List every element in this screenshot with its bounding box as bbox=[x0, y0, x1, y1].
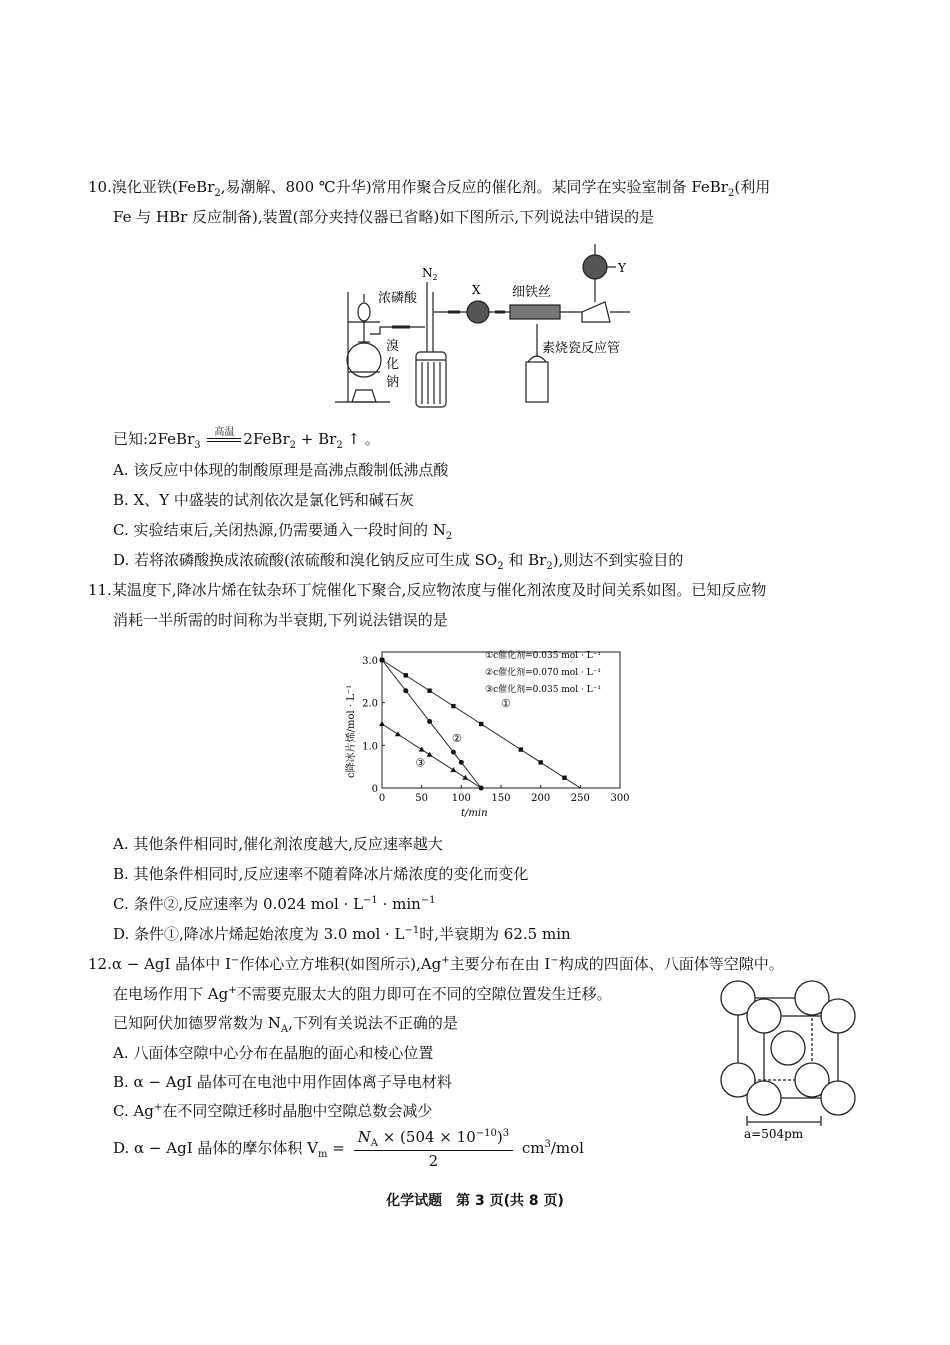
y-axis-label: c降冰片烯/mol · L⁻¹ bbox=[346, 684, 357, 778]
data-point-circle bbox=[459, 760, 464, 765]
q10-known: 已知:2FeBr$_3$ 高温 2FeBr$_2$ + $Br_2$ ↑ 。 bbox=[113, 426, 380, 451]
data-point-square bbox=[451, 704, 455, 708]
x-tick-label: 300 bbox=[610, 793, 630, 804]
x-tick-label: 50 bbox=[415, 793, 429, 804]
q12-line2: 在电场作用下 Ag+不需要克服太大的阻力即可在不同的空隙位置发生迁移。 bbox=[113, 985, 612, 1003]
legend-entry: ②c催化剂=0.070 mol · L⁻¹ bbox=[485, 668, 602, 678]
q10-label-nabr-1: 溴 bbox=[386, 339, 400, 354]
q12-number: 12. bbox=[88, 955, 112, 973]
x-tick-label: 100 bbox=[451, 793, 471, 804]
data-point-triangle bbox=[419, 747, 425, 752]
q10-option-d: D. 若将浓磷酸换成浓硫酸(浓硫酸和溴化钠反应可生成 $SO_2$ 和 $Br_2$),则达不到实验目的 bbox=[113, 551, 684, 572]
data-point-circle bbox=[403, 688, 408, 693]
q10-option-a: A. 该反应中体现的制酸原理是高沸点酸制低沸点酸 bbox=[113, 461, 449, 479]
data-point-square bbox=[538, 760, 542, 764]
q11-option-c: C. 条件②,反应速率为 0.024 mol · $L^{-1} \cdot \min^{-1}$ bbox=[113, 895, 436, 913]
q10-option-b: B. X、Y 中盛装的试剂依次是氯化钙和碱石灰 bbox=[113, 491, 414, 509]
q10-label-phosphoric: 浓磷酸 bbox=[378, 291, 418, 306]
data-point-triangle bbox=[462, 775, 468, 780]
x-tick-label: 250 bbox=[570, 793, 590, 804]
q12-option-b: B. α − AgI 晶体可在电池中用作固体离子导电材料 bbox=[113, 1073, 452, 1091]
q11-line2: 消耗一半所需的时间称为半衰期,下列说法错误的是 bbox=[113, 611, 448, 629]
q11-option-a: A. 其他条件相同时,催化剂浓度越大,反应速率越大 bbox=[113, 835, 443, 853]
q10-condition-arrow: 高温 bbox=[207, 427, 241, 442]
q12-crystal-cell-figure bbox=[712, 976, 872, 1146]
data-point-triangle bbox=[379, 721, 385, 726]
q10-label-nabr-3: 钠 bbox=[386, 375, 400, 390]
data-point-square bbox=[562, 776, 566, 780]
q11-option-d: D. 条件①,降冰片烯起始浓度为 3.0 mol · $L^{-1}$时,半衰期为 62.5 min bbox=[113, 925, 571, 943]
data-point-circle bbox=[451, 750, 456, 755]
y-tick-label: 0 bbox=[371, 784, 378, 795]
q10-apparatus-figure bbox=[330, 232, 660, 412]
q11-number: 11. bbox=[88, 581, 112, 599]
y-tick-label: 3.0 bbox=[362, 656, 378, 667]
data-point-square bbox=[404, 673, 408, 677]
q11-option-b: B. 其他条件相同时,反应速率不随着降冰片烯浓度的变化而变化 bbox=[113, 865, 529, 883]
data-point-square bbox=[479, 722, 483, 726]
q10-label-iron-wire: 细铁丝 bbox=[512, 285, 552, 300]
x-tick-label: 0 bbox=[378, 793, 386, 804]
q10-label-nabr-2: 化 bbox=[386, 357, 400, 372]
q12-option-c: C. Ag+在不同空隙迁移时晶胞中空隙总数会减少 bbox=[113, 1102, 433, 1120]
q10-option-c: C. 实验结束后,关闭热源,仍需要通入一段时间的 $N_2$ bbox=[113, 521, 453, 542]
legend-entry: ③c催化剂=0.035 mol · L⁻¹ bbox=[485, 685, 602, 695]
x-tick-label: 200 bbox=[531, 793, 551, 804]
q12-line1: 12.α − AgI 晶体中 I−作体心立方堆积(如图所示),Ag+主要分布在由 I−构成的四面体、八面体等空隙中。 bbox=[88, 955, 784, 973]
q11-line1: 11.某温度下,降冰片烯在钛杂环丁烷催化下聚合,反应物浓度与催化剂浓度及时间关系如图。已知反应物 bbox=[88, 581, 767, 599]
q10-label-y: Y bbox=[618, 261, 626, 275]
x-axis-label: t/min bbox=[461, 808, 488, 819]
data-point-triangle bbox=[395, 731, 401, 736]
q10-line1: 10.溴化亚铁(FeBr$_2$,易潮解、800 ℃升华)常用作聚合反应的催化剂。某同学在实验室制备 FeBr$_2$(利用 bbox=[88, 178, 771, 199]
chart-legend bbox=[485, 649, 601, 695]
data-point-square bbox=[519, 747, 523, 751]
q12-line3: 已知阿伏加德罗常数为 $N_A$,下列有关说法不正确的是 bbox=[113, 1014, 458, 1035]
y-tick-label: 2.0 bbox=[362, 698, 378, 710]
x-tick-label: 150 bbox=[491, 793, 511, 804]
q10-number: 10. bbox=[88, 178, 112, 196]
data-point-triangle bbox=[427, 752, 433, 757]
data-point-circle bbox=[479, 786, 484, 791]
series-label: ① bbox=[501, 696, 511, 710]
q12-option-a: A. 八面体空隙中心分布在晶胞的面心和棱心位置 bbox=[113, 1044, 434, 1062]
q10-label-x: X bbox=[472, 283, 481, 297]
q11-chart bbox=[332, 640, 642, 822]
data-point-circle bbox=[380, 658, 385, 663]
cell-size-label: a=504pm bbox=[744, 1127, 804, 1141]
q10-label-n2: $N_2$ bbox=[422, 266, 438, 282]
q12-option-d: D. α − AgI 晶体的摩尔体积 $V_m$ = $\frac{N_A \times (504 \times 10^{-10})^3}{2}$ $cm^3$/mol bbox=[113, 1128, 584, 1170]
y-tick-label: 1.0 bbox=[362, 741, 378, 753]
q10-line2: Fe 与 HBr 反应制备),装置(部分夹持仪器已省略)如下图所示,下列说法中错误的是 bbox=[113, 208, 655, 226]
molar-volume-fraction: $\frac{N_A \times (504 \times 10^{-10})^3}{2}$ bbox=[354, 1128, 513, 1170]
series-label: ② bbox=[451, 731, 462, 745]
q10-label-tube: 素烧瓷反应管 bbox=[542, 341, 621, 356]
series-line bbox=[382, 660, 481, 788]
data-point-triangle bbox=[450, 767, 456, 772]
series-label: ③ bbox=[415, 756, 426, 770]
data-point-square bbox=[427, 689, 431, 693]
data-point-circle bbox=[427, 719, 432, 724]
legend-entry: ①c催化剂=0.035 mol · L⁻¹ bbox=[485, 651, 602, 661]
page-footer: 化学试题 第 3 页(共 8 页) bbox=[386, 1193, 564, 1209]
